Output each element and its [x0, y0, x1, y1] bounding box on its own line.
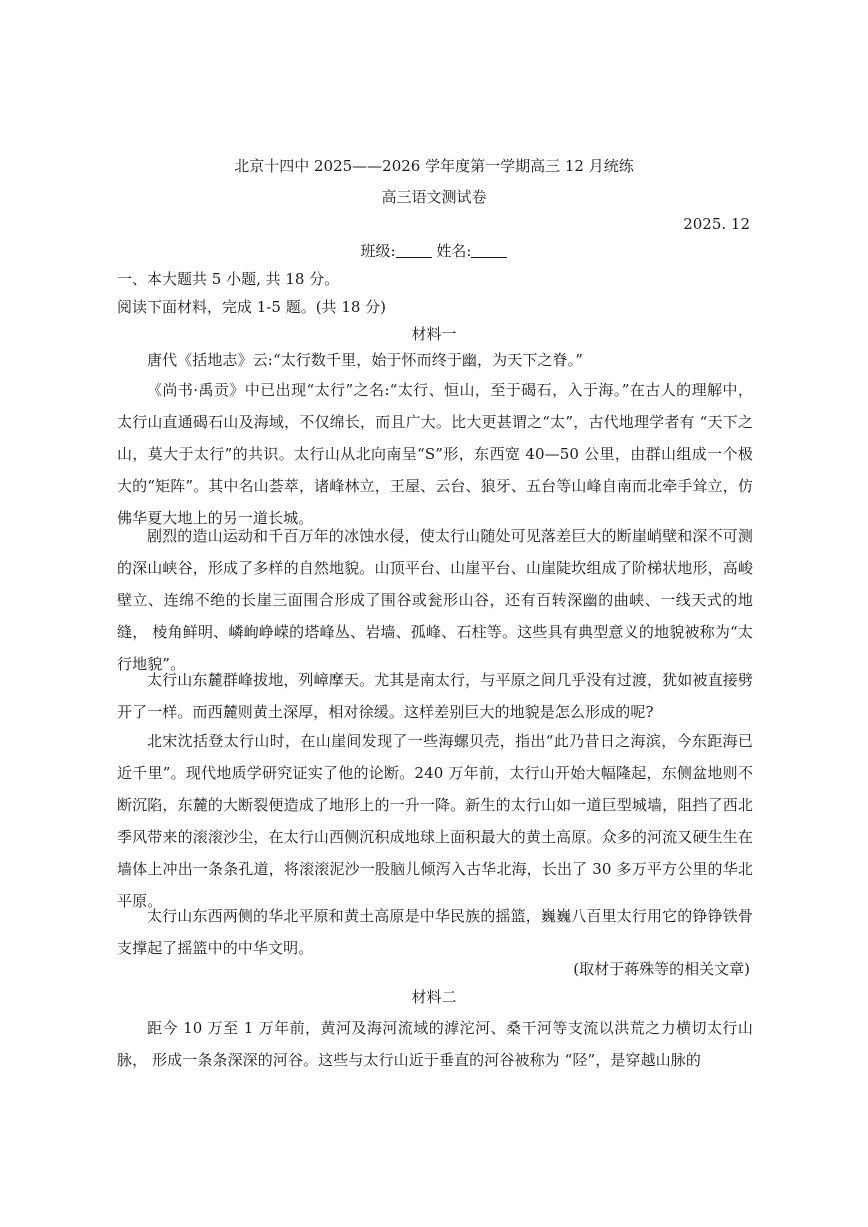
material2-title: 材料二 — [411, 988, 457, 1006]
section-instruction: 阅读下面材料，完成 1-5 题。(共 18 分) — [117, 298, 387, 316]
material1-paragraph-2: 《尚书·禹贡》中已出现“太行”之名:“太行、恒山，至于碣石，入于海。”在古人的理解中，太行山直通碣石山及海域，不仅绵长，而且广大。比大更甚谓之“太”，古代地理学者有 “天下之山，莫大于太行”的共识。太行山从北向南呈“S”形，东西宽 40—50 公里，由群山组成一个极大的“矩阵”。其中名山荟萃，诸峰林立，王屋、云台、狼牙、五台等山峰自南而北牵手耸立，仿佛华夏大地上的另一道长城。 — [117, 381, 753, 527]
name-blank — [471, 243, 507, 258]
name-label: 姓名: — [436, 242, 472, 260]
class-label: 班级: — [360, 242, 396, 260]
exam-date: 2025. 12 — [683, 215, 750, 233]
exam-title: 北京十四中 2025——2026 学年度第一学期高三 12 月统练 — [234, 157, 634, 175]
class-name-line — [0, 240, 868, 262]
section-heading: 一、本大题共 5 小题, 共 18 分。 — [117, 270, 340, 288]
material1-paragraph-6: 太行山东西两侧的华北平原和黄土高原是中华民族的摇篮，巍巍八百里太行用它的铮铮铁骨支撑起了摇篮中的中华文明。 — [117, 907, 753, 957]
material1-paragraph-5: 北宋沈括登太行山时，在山崖间发现了一些海螺贝壳，指出“此乃昔日之海滨，今东距海已近千里”。现代地质学研究证实了他的论断。240 万年前，太行山开始大幅隆起，东侧盆地则不断沉陷，东麓的大断裂便造成了地形上的一升一降。新生的太行山如一道巨型城墙，阻挡了西北季风带来的滚滚沙尘，在太行山西侧沉积成地球上面积最大的黄土高原。众多的河流又硬生生在墙体上冲出一条条孔道，将滚滚泥沙一股脑儿倾泻入古华北海，长出了 30 多万平方公里的华北平原。 — [117, 732, 753, 910]
class-blank — [396, 243, 432, 258]
material1-title: 材料一 — [411, 325, 457, 343]
exam-subtitle: 高三语文测试卷 — [381, 188, 487, 206]
material1-paragraph-4: 太行山东麓群峰拔地，列嶂摩天。尤其是南太行，与平原之间几乎没有过渡，犹如被直接劈开了一样。而西麓则黄土深厚，相对徐缓。这样差别巨大的地貌是怎么形成的呢? — [117, 671, 753, 721]
material2-paragraph-1: 距今 10 万至 1 万年前，黄河及海河流域的滹沱河、桑干河等支流以洪荒之力横切太行山脉， 形成一条条深深的河谷。这些与太行山近于垂直的河谷被称为 “陉”，是穿越山脉的 — [117, 1019, 753, 1069]
material1-paragraph-3: 剧烈的造山运动和千百万年的冰蚀水侵，使太行山随处可见落差巨大的断崖峭壁和深不可测的深山峡谷，形成了多样的自然地貌。山顶平台、山崖平台、山崖陡坎组成了阶梯状地形，高峻壁立、连绵不绝的长崖三面围合形成了围谷或瓮形山谷，还有百转深幽的曲峡、一线天式的地缝， 棱角鲜明、嶙峋峥嵘的塔峰丛、岩墙、孤峰、石柱等。这些具有典型意义的地貌被称为“太行地貌”。 — [117, 527, 753, 673]
material1-paragraph-1: 唐代《括地志》云:“太行数千里，始于怀而终于幽，为天下之脊。” — [147, 351, 583, 369]
material1-source: (取材于蒋殊等的相关文章) — [573, 960, 750, 978]
